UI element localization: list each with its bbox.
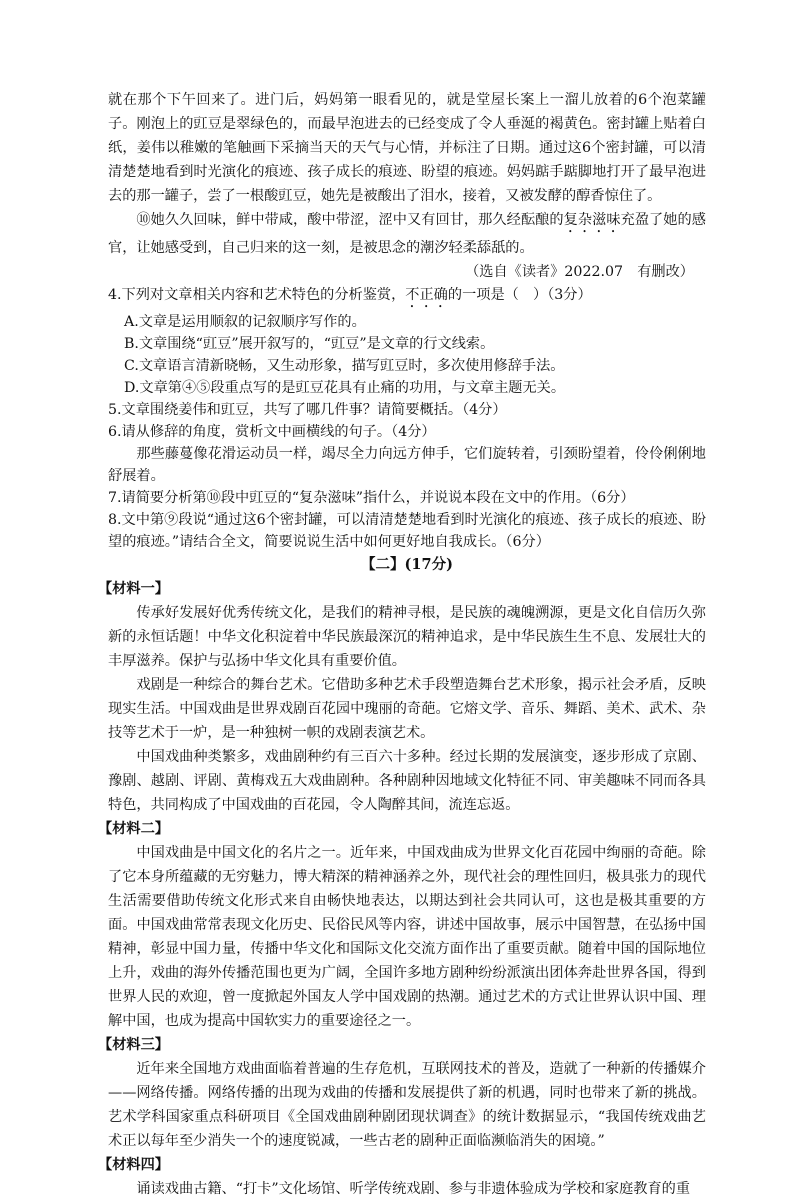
- story-paragraph-ending: 就在那个下午回来了。进门后，妈妈第一眼看见的，就是堂屋长案上一溜儿放着的6个泡菜罐子。刚泡上的豇豆是翠绿色的，而最早泡进去的已经变成了令人垂涎的褐黄色。密封罐上贴着白纸，姜伟以稚嫩的笔触画下采摘当天的天气与心情，并标注了日期。通过这6个密封罐，可以清清楚楚地看到时光演化的痕迹、孩子成长的痕迹、盼望的痕迹。妈妈踮手踮脚地打开了最早泡进去的那一罐子，尝了一根酸豇豆，她先是被酸出了泪水，接着，又被发酵的醇香惊住了。: [108, 92, 706, 204]
- material-2-paragraph-1: 中国戏曲是中国文化的名片之一。近年来，中国戏曲成为世界文化百花园中绚丽的奇葩。除了它本身所蕴藏的无穷魅力，博大精深的精神涵养之外，现代社会的理性回归，极具张力的现代生活需要借助传统文化形式来自由畅快地表达，以期达到社会共同认可，这也是极其重要的方面。中国戏曲常常表现文化历史、民俗民风等内容，讲述中国故事，展示中国智慧，在弘扬中国精神，彰显中国力量，传播中华文化和国际文化交流方面作出了重要贡献。随着中国的国际地位上升，戏曲的海外传播范围也更为广阔，全国许多地方剧种纷纷派演出团体奔赴世界各国，得到世界人民的欢迎，曾一度掀起外国友人学中国戏剧的热潮。通过艺术的方式让世界认识中国、理解中国，也成为提高中国软实力的重要途径之一。: [108, 845, 706, 1029]
- story-p10-text-b: 充盈了她的感官，让她感受到，自己归来的这一刻，是被思念的潮汐轻柔舔舐的。: [108, 212, 706, 256]
- emphasized-complex-taste: 复杂滋味: [563, 212, 621, 228]
- q4-text-a: 4.下列对文章相关内容和艺术特色的分析鉴赏，: [108, 287, 406, 303]
- story-paragraph-10: [108, 208, 706, 260]
- q4-option-c: C.文章语言清新晓畅，又生动形象，描写豇豆时，多次使用修辞手法。: [124, 358, 565, 374]
- material-1-paragraph-3: 中国戏曲种类繁多，戏曲剧种约有三百六十多种。经过长期的发展演变，逐步形成了京剧、豫剧、越剧、评剧、黄梅戏五大戏曲剧种。各种剧种因地域文化特征不同、审美趣味不同而各具特色，共同构成了中国戏曲的百花园，令人陶醉其间，流连忘返。: [108, 749, 706, 813]
- source-note: （选自《读者》2022.07 有删改）: [465, 264, 694, 280]
- material-4-paragraph-1: 诵读戏曲古籍、“打卡”文化场馆、听学传统戏剧、参与非遗体验成为学校和家庭教育的重: [136, 1181, 691, 1197]
- q4-text-b: 的一项是（ ）（3分）: [447, 287, 592, 303]
- question-6-quote: 那些藤蔓像花滑运动员一样，竭尽全力向远方伸手，它们旋转着，引颈盼望着，伶伶俐俐地舒展着。: [108, 446, 706, 484]
- material-1-title: 【材料一】: [98, 581, 169, 597]
- material-2-title: 【材料二】: [98, 821, 169, 837]
- story-p10-text-a: ⑩她久久回味，鲜中带咸，酸中带涩，涩中又有回甘，那久经酝酿的: [136, 212, 564, 228]
- q4-option-b: B.文章围绕“豇豆”展开叙写的，“豇豆”是文章的行文线索。: [124, 336, 495, 352]
- q4-option-a: A.文章是运用顺叙的记叙顺序写作的。: [124, 314, 366, 330]
- section-2-title: 【二】(17分): [361, 556, 453, 573]
- q4-option-d: D.文章第④⑤段重点写的是豇豆花具有止痛的功用，与文章主题无关。: [124, 380, 566, 396]
- question-8: 8.文中第⑨段说“通过这6个密封罐，可以清清楚楚地看到时光演化的痕迹、孩子成长的痕迹、盼望的痕迹。”请结合全文，简要说说生活中如何更好地自我成长。（6分）: [108, 512, 706, 550]
- material-1-paragraph-2: 戏剧是一种综合的舞台艺术。它借助多种艺术手段塑造舞台艺术形象，揭示社会矛盾，反映现实生活。中国戏曲是世界戏剧百花园中瑰丽的奇葩。它熔文学、音乐、舞蹈、美术、武术、杂技等艺术于一炉，是一种独树一帜的戏剧表演艺术。: [108, 677, 706, 741]
- question-6: 6.请从修辞的角度，赏析文中画横线的句子。（4分）: [108, 424, 436, 440]
- question-5: 5.文章围绕姜伟和豇豆，共写了哪几件事？请简要概括。（4分）: [108, 402, 507, 418]
- material-3-title: 【材料三】: [98, 1037, 169, 1053]
- material-3-paragraph-1: 近年来全国地方戏曲面临着普遍的生存危机，互联网技术的普及，造就了一种新的传播媒介——网络传播。网络传播的出现为戏曲的传播和发展提供了新的机遇，同时也带来了新的挑战。艺术学科国家重点科研项目《全国戏曲剧种剧团现状调查》的统计数据显示，“我国传统戏曲艺术正以每年至少消失一个的速度锐减，一些古老的剧种正面临濒临消失的困境。”: [108, 1061, 706, 1149]
- question-4: [108, 284, 706, 311]
- material-4-title: 【材料四】: [98, 1157, 169, 1173]
- question-7: 7.请简要分析第⑩段中豇豆的“复杂滋味”指什么，并说说本段在文中的作用。（6分）: [108, 490, 635, 506]
- emphasized-incorrect: 不正确: [405, 287, 448, 303]
- material-1-paragraph-1: 传承好发展好优秀传统文化，是我们的精神寻根，是民族的魂魄溯源，更是文化自信历久弥新的永恒话题！中华文化积淀着中华民族最深沉的精神追求，是中华民族生生不息、发展壮大的丰厚滋养。保护与弘扬中华文化具有重要价值。: [108, 605, 706, 669]
